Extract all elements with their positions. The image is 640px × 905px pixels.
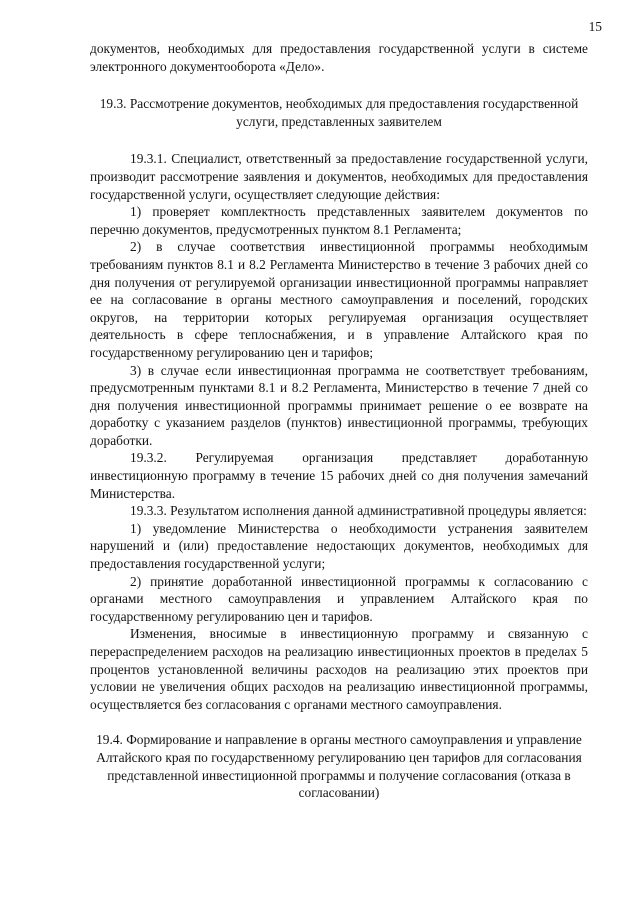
result-item-2: 2) принятие доработанной инвестиционной программы к согласованию с органами местного самоуправления и управлением Алтайского края по государственному регулированию цен и тарифов. [90, 573, 588, 624]
document-body [90, 40, 588, 802]
list-item-2: 2) в случае соответствия инвестиционной программы необходимым требованиям пунктов 8.1 и 8.2 Регламента Министерство в течение 3 рабочих дней со дня получения от регулируемой организации инвестиционной программы направляет ее на согласование в органы местного самоуправления и поселений, городских округов, на территории которых регулируемая организация осуществляет деятельность в сфере теплоснабжения, и в управление Алтайского края по государственному регулированию цен и тарифов; [90, 239, 588, 360]
list-item-1: 1) проверяет комплектность представленных заявителем документов по перечню документов, предусмотренных пунктом 8.1 Регламента; [90, 204, 588, 237]
heading-19-4: 19.4. Формирование и направление в органы местного самоуправления и управление Алтайского края по государственному регулированию цен тарифов для согласования представленной инвестиционной программы и получение согласования (отказа в согласовании) [96, 732, 582, 801]
paragraph-changes: Изменения, вносимые в инвестиционную программу и связанную с перераспределением расходов на реализацию инвестиционных проектов в пределах 5 процентов установленной величины расходов на реализацию этих проектов при условии не увеличения общих расходов на реализацию инвестиционной программы, осуществляется без согласования с органами местного самоуправления. [90, 626, 588, 712]
paragraph-continuation: документов, необходимых для предоставления государственной услуги в системе электронного документооборота «Дело». [90, 41, 588, 74]
paragraph-19-3-3: 19.3.3. Результатом исполнения данной административной процедуры является: [130, 503, 587, 519]
result-item-1: 1) уведомление Министерства о необходимости устранения заявителем нарушений и (или) предоставление недостающих документов, необходимых для предоставления государственной услуги; [90, 520, 588, 572]
heading-19-3: 19.3. Рассмотрение документов, необходимых для предоставления государственной услуги, представленных заявителем [99, 96, 579, 129]
paragraph-19-3-1: 19.3.1. Специалист, ответственный за предоставление государственной услуги, производит рассмотрение заявления и документов, необходимых для предоставления государственной услуги, осуществляет следующие действия: [90, 151, 588, 202]
paragraph-19-3-2: 19.3.2. Регулируемая организация представляет доработанную инвестиционную программу в течение 15 рабочих дней со дня получения замечаний Министерства. [90, 450, 588, 501]
page-number: 15 [588, 19, 602, 34]
list-item-3: 3) в случае если инвестиционная программа не соответствует требованиям, предусмотренным пунктами 8.1 и 8.2 Регламента, Министерство в течение 7 дней со дня получения инвестиционной программы принимает решение о ее возврате на доработку с указанием разделов (пунктов) инвестиционной программы, требующих доработки. [90, 362, 588, 448]
